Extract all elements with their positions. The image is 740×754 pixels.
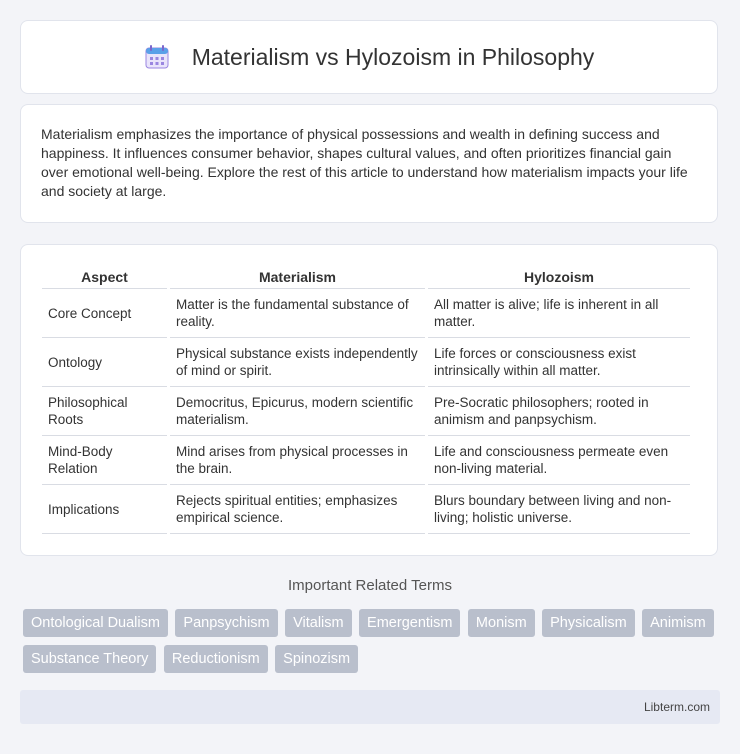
page-title: Materialism vs Hylozoism in Philosophy xyxy=(191,43,595,70)
tag-panpsychism[interactable]: Panpsychism xyxy=(175,609,277,637)
cell-materialism: Democritus, Epicurus, modern scientific materialism. xyxy=(170,387,425,436)
cell-hylozoism: Life forces or consciousness exist intrinsically within all matter. xyxy=(428,338,690,387)
header-hylozoism: Hylozoism xyxy=(428,265,690,289)
footer xyxy=(20,690,720,724)
cell-materialism: Rejects spiritual entities; emphasizes empirical science. xyxy=(170,485,425,534)
intro-text: Materialism emphasizes the importance of physical possessions and wealth in defining success and happiness. It influences consumer behavior, shapes cultural values, and often prioritizes financial gain over emotional well-being. Explore the rest of this article to understand how materialism impacts your life and society at large. xyxy=(41,126,688,199)
table-row xyxy=(42,387,690,436)
cell-hylozoism: All matter is alive; life is inherent in all matter. xyxy=(428,289,690,338)
cell-materialism: Matter is the fundamental substance of reality. xyxy=(170,289,425,338)
related-terms-list xyxy=(23,609,723,681)
comparison-card xyxy=(20,244,718,556)
cell-aspect: Philosophical Roots xyxy=(42,387,167,436)
comparison-table xyxy=(39,265,693,534)
calendar-icon xyxy=(144,44,170,70)
tag-vitalism[interactable]: Vitalism xyxy=(285,609,352,637)
cell-aspect: Implications xyxy=(42,485,167,534)
header-materialism: Materialism xyxy=(170,265,425,289)
cell-aspect: Core Concept xyxy=(42,289,167,338)
tag-monism[interactable]: Monism xyxy=(468,609,535,637)
cell-aspect: Mind-Body Relation xyxy=(42,436,167,485)
footer-link[interactable]: Libterm.com xyxy=(643,700,710,714)
related-terms-title: Important Related Terms xyxy=(288,577,452,594)
table-row xyxy=(42,485,690,534)
cell-hylozoism: Life and consciousness permeate even non-living material. xyxy=(428,436,690,485)
table-row xyxy=(42,289,690,338)
tag-emergentism[interactable]: Emergentism xyxy=(359,609,460,637)
intro-card xyxy=(20,104,718,223)
tag-physicalism[interactable]: Physicalism xyxy=(542,609,635,637)
cell-aspect: Ontology xyxy=(42,338,167,387)
cell-hylozoism: Pre-Socratic philosophers; rooted in animism and panpsychism. xyxy=(428,387,690,436)
table-row xyxy=(42,338,690,387)
cell-hylozoism: Blurs boundary between living and non-living; holistic universe. xyxy=(428,485,690,534)
tag-animism[interactable]: Animism xyxy=(642,609,714,637)
tag-spinozism[interactable]: Spinozism xyxy=(275,645,358,673)
cell-materialism: Mind arises from physical processes in the brain. xyxy=(170,436,425,485)
table-row xyxy=(42,436,690,485)
cell-materialism: Physical substance exists independently of mind or spirit. xyxy=(170,338,425,387)
table-header-row xyxy=(42,265,690,289)
header-card xyxy=(20,20,718,94)
tag-reductionism[interactable]: Reductionism xyxy=(164,645,268,673)
header-aspect: Aspect xyxy=(42,265,167,289)
tag-substance-theory[interactable]: Substance Theory xyxy=(23,645,156,673)
tag-ontological-dualism[interactable]: Ontological Dualism xyxy=(23,609,168,637)
